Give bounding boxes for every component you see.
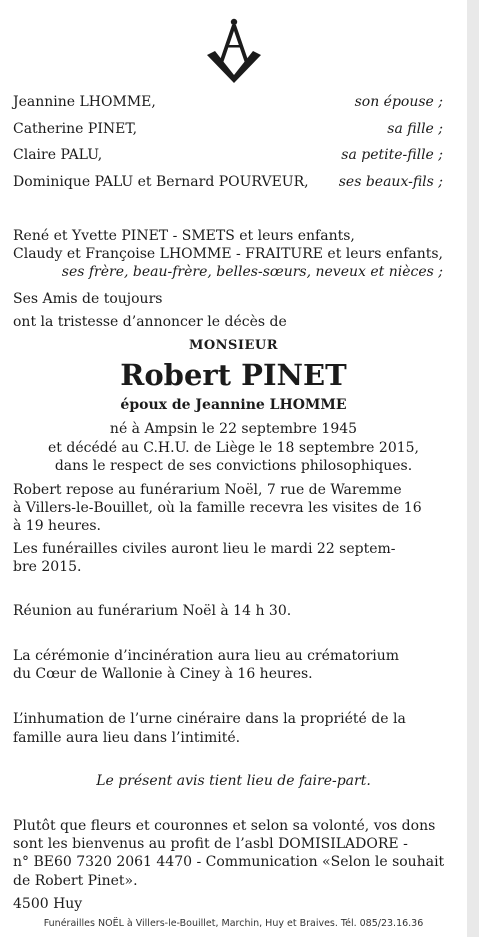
family-name-4: Dominique PALU et Bernard POURVEUR, xyxy=(13,174,309,190)
siblings-line-1: René et Yvette PINET - SMETS et leurs enfants, xyxy=(13,228,355,244)
donations-line-3: n° BE60 7320 2061 4470 - Communication «Selon le souhait xyxy=(13,854,445,870)
donations-line-1: Plutôt que fleurs et couronnes et selon sa volonté, vos dons xyxy=(13,818,436,834)
urn-line-2: famille aura lieu dans l’intimité. xyxy=(13,730,241,746)
notice-line: Le présent avis tient lieu de faire-part. xyxy=(96,773,371,789)
funeral-home-line-2: à Villers-le-Bouillet, où la famille recevra les visites de 16 xyxy=(13,500,422,516)
meeting-line: Réunion au funérarium Noël à 14 h 30. xyxy=(13,603,292,619)
square-and-compass-icon xyxy=(203,17,265,85)
civil-funeral-line-1: Les funérailles civiles auront lieu le mardi 22 septem- xyxy=(13,541,396,557)
footer-credit: Funérailles NOËL à Villers-le-Bouillet, Marchin, Huy et Braives. Tél. 085/23.16.36 xyxy=(43,918,424,929)
birth-line: né à Ampsin le 22 septembre 1945 xyxy=(109,421,358,437)
friends-line-2: ont la tristesse d’annoncer le décès de xyxy=(13,314,287,330)
donations-line-4: de Robert Pinet». xyxy=(13,873,138,889)
friends-line-1: Ses Amis de toujours xyxy=(13,291,163,307)
spouse-line: époux de Jeannine LHOMME xyxy=(120,397,347,413)
honorific: MONSIEUR xyxy=(188,338,279,353)
convictions-line: dans le respect de ses convictions philosophiques. xyxy=(54,458,413,474)
funeral-home-line-1: Robert repose au funérarium Noël, 7 rue de Waremme xyxy=(13,482,402,498)
siblings-line-3: ses frère, beau-frère, belles-sœurs, neveux et nièces ; xyxy=(61,264,443,280)
family-name-2: Catherine PINET, xyxy=(13,121,138,137)
civil-funeral-line-2: bre 2015. xyxy=(13,559,82,575)
deceased-name: Robert PINET xyxy=(120,358,347,392)
cremation-line-1: La cérémonie d’incinération aura lieu au crématorium xyxy=(13,648,400,664)
postal-line: 4500 Huy xyxy=(13,896,83,912)
siblings-line-2: Claudy et Françoise LHOMME - FRAITURE et leurs enfants, xyxy=(13,246,443,262)
family-name-1: Jeannine LHOMME, xyxy=(13,94,156,110)
family-role-2: sa fille ; xyxy=(387,121,443,137)
family-role-4: ses beaux-fils ; xyxy=(338,174,443,190)
family-role-3: sa petite-fille ; xyxy=(341,147,443,163)
family-name-3: Claire PALU, xyxy=(13,147,103,163)
donations-line-2: sont les bienvenus au profit de l’asbl DOMISILADORE - xyxy=(13,836,408,852)
family-role-1: son épouse ; xyxy=(354,94,443,110)
cremation-line-2: du Cœur de Wallonie à Ciney à 16 heures. xyxy=(13,666,313,682)
funeral-home-line-3: à 19 heures. xyxy=(13,518,101,534)
urn-line-1: L’inhumation de l’urne cinéraire dans la propriété de la xyxy=(13,711,406,727)
death-line: et décédé au C.H.U. de Liège le 18 septembre 2015, xyxy=(48,440,419,456)
